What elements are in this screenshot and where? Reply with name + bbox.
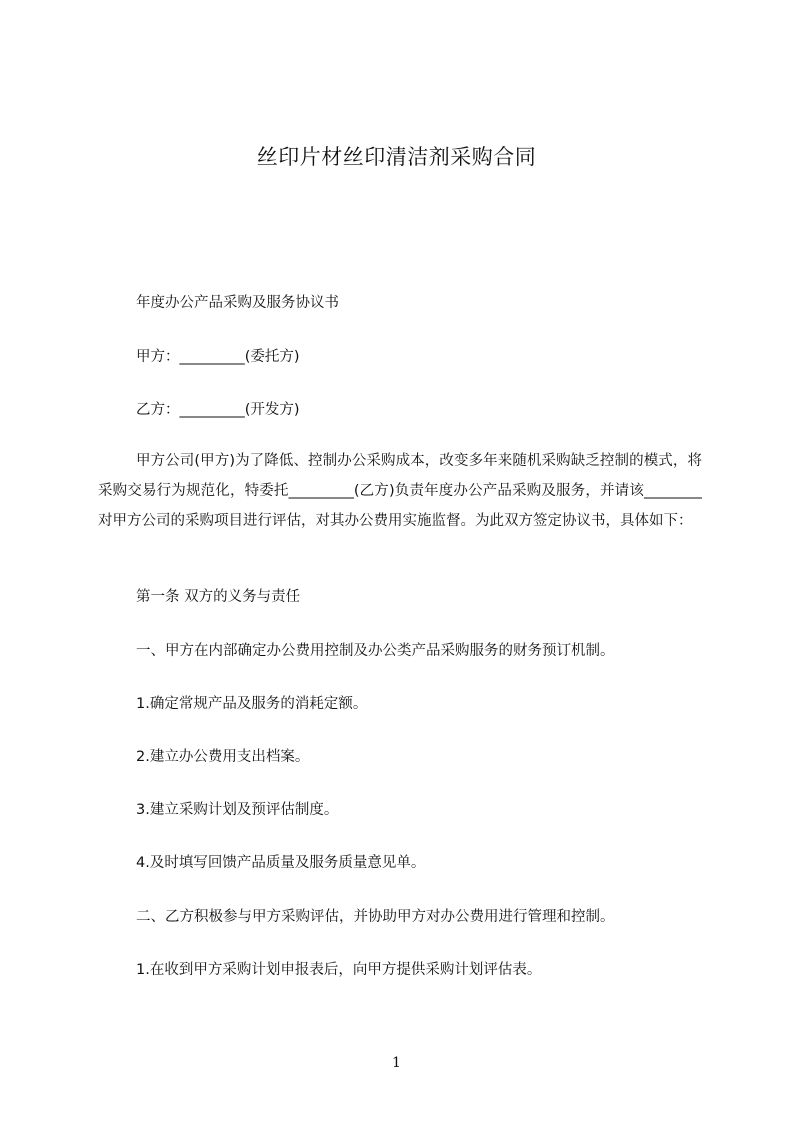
article-1-heading: 第一条 双方的义务与责任	[136, 589, 301, 605]
party-b-line: 乙方：_________(开发方)	[136, 402, 300, 418]
list-item: 1.确定常规产品及服务的消耗定额。	[136, 696, 368, 712]
list-item: 2.建立办公费用支出档案。	[136, 749, 310, 765]
list-item: 3.建立采购计划及预评估制度。	[136, 802, 339, 818]
page-number: 1	[392, 1055, 401, 1071]
section-1-heading: 一、甲方在内部确定办公费用控制及办公类产品采购服务的财务预订机制。	[136, 643, 615, 659]
list-item: 1.在收到甲方采购计划申报表后，向甲方提供采购计划评估表。	[136, 962, 542, 978]
section-2-heading: 二、乙方积极参与甲方采购评估，并协助甲方对办公费用进行管理和控制。	[136, 909, 615, 925]
intro-paragraph: 甲方公司(甲方)为了降低、控制办公采购成本，改变多年来随机采购缺乏控制的模式，将采购交易行为规范化，特委托_________(乙方)负责年度办公产品采购及服务，并请该________对甲方公司的采购项目进行评估，对其办公费用实施监督。为此双方签定协议书，具体如下：	[98, 453, 702, 529]
list-item: 4.及时填写回馈产品质量及服务质量意见单。	[136, 855, 426, 871]
document-title: 丝印片材丝印清洁剂采购合同	[256, 145, 537, 169]
party-a-line: 甲方：_________(委托方)	[136, 349, 300, 365]
agreement-subtitle: 年度办公产品采购及服务协议书	[136, 295, 339, 311]
